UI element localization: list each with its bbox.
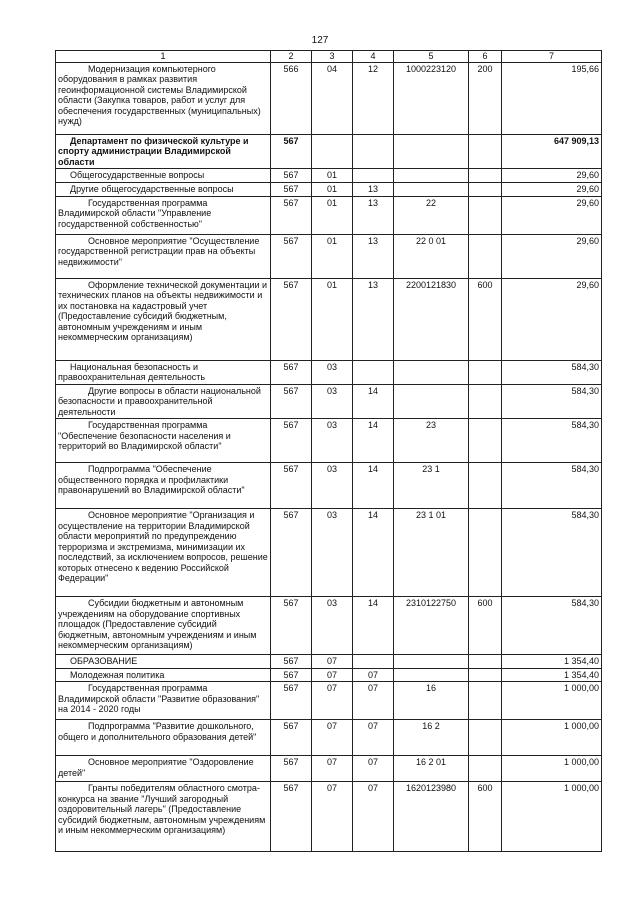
row-section: 03 — [312, 463, 353, 509]
row-target — [394, 182, 469, 196]
row-expense-type: 200 — [469, 62, 502, 134]
row-subsection: 13 — [353, 196, 394, 234]
table-row — [56, 509, 602, 597]
row-code: 567 — [271, 463, 312, 509]
row-target: 2310122750 — [394, 597, 469, 655]
row-section — [312, 134, 353, 169]
row-code: 567 — [271, 384, 312, 419]
row-description: Основное мероприятие "Осуществление государственной регистрации прав на объекты недвижимости" — [56, 234, 271, 278]
row-amount: 1 000,00 — [502, 782, 602, 852]
header-col-3: 3 — [312, 51, 353, 63]
row-section: 03 — [312, 597, 353, 655]
row-subsection — [353, 169, 394, 183]
row-code: 567 — [271, 182, 312, 196]
row-amount: 29,60 — [502, 196, 602, 234]
row-code: 567 — [271, 169, 312, 183]
row-section: 03 — [312, 384, 353, 419]
table-row — [56, 169, 602, 183]
row-section: 07 — [312, 782, 353, 852]
row-subsection — [353, 655, 394, 669]
table-row — [56, 234, 602, 278]
row-expense-type — [469, 463, 502, 509]
row-description: Государственная программа Владимирской области "Развитие образования" на 2014 - 2020 годы — [56, 682, 271, 720]
table-row — [56, 655, 602, 669]
row-target — [394, 655, 469, 669]
row-amount: 584,30 — [502, 509, 602, 597]
row-section: 04 — [312, 62, 353, 134]
row-description: Государственная программа "Обеспечение безопасности населения и территорий во Владимирской области" — [56, 419, 271, 463]
row-code: 567 — [271, 134, 312, 169]
row-target: 2200121830 — [394, 278, 469, 360]
row-amount: 584,30 — [502, 463, 602, 509]
row-code: 567 — [271, 419, 312, 463]
row-section: 07 — [312, 682, 353, 720]
row-expense-type — [469, 756, 502, 782]
row-subsection — [353, 360, 394, 384]
row-expense-type — [469, 169, 502, 183]
row-amount: 1 000,00 — [502, 720, 602, 756]
row-code: 567 — [271, 509, 312, 597]
row-subsection: 07 — [353, 720, 394, 756]
row-subsection: 13 — [353, 234, 394, 278]
table-row — [56, 463, 602, 509]
row-target: 23 1 01 — [394, 509, 469, 597]
row-amount: 195,66 — [502, 62, 602, 134]
row-target — [394, 668, 469, 682]
row-amount: 647 909,13 — [502, 134, 602, 169]
row-code: 567 — [271, 234, 312, 278]
row-description: Субсидии бюджетным и автономным учреждениям на оборудование спортивных площадок (Предоставление субсидий бюджетным, автономным учреждениям и иным некоммерческим организациям) — [56, 597, 271, 655]
header-col-1: 1 — [56, 51, 271, 63]
row-code: 567 — [271, 360, 312, 384]
budget-table — [55, 50, 602, 852]
row-subsection — [353, 134, 394, 169]
row-description: Оформление технической документации и технических планов на объекты недвижимости и их постановка на кадастровый учет (Предоставление субсидий бюджетным, автономным учреждениям и иным некоммерческим организациям) — [56, 278, 271, 360]
row-code: 567 — [271, 668, 312, 682]
row-section: 07 — [312, 720, 353, 756]
row-code: 567 — [271, 597, 312, 655]
row-code: 566 — [271, 62, 312, 134]
row-target: 23 — [394, 419, 469, 463]
row-expense-type — [469, 509, 502, 597]
row-expense-type — [469, 196, 502, 234]
row-description: Модернизация компьютерного оборудования в рамках развития геоинформационной системы Владимирской области (Закупка товаров, работ и услуг для обеспечения государственных (муниципальных) нужд) — [56, 62, 271, 134]
row-amount: 1 354,40 — [502, 668, 602, 682]
row-expense-type — [469, 655, 502, 669]
row-target — [394, 169, 469, 183]
row-expense-type — [469, 134, 502, 169]
row-subsection: 14 — [353, 463, 394, 509]
table-row — [56, 597, 602, 655]
row-code: 567 — [271, 278, 312, 360]
row-description: Государственная программа Владимирской области "Управление государственной собственностью" — [56, 196, 271, 234]
row-subsection: 14 — [353, 509, 394, 597]
row-amount: 29,60 — [502, 169, 602, 183]
row-subsection: 14 — [353, 384, 394, 419]
row-target: 1000223120 — [394, 62, 469, 134]
row-description: Департамент по физической культуре и спорту администрации Владимирской области — [56, 134, 271, 169]
row-subsection: 07 — [353, 668, 394, 682]
page-number: 127 — [311, 35, 329, 46]
table-row — [56, 720, 602, 756]
table-row — [56, 756, 602, 782]
row-code: 567 — [271, 756, 312, 782]
row-target: 16 2 01 — [394, 756, 469, 782]
table-row — [56, 278, 602, 360]
row-code: 567 — [271, 682, 312, 720]
row-section: 03 — [312, 360, 353, 384]
row-description: ОБРАЗОВАНИЕ — [56, 655, 271, 669]
row-expense-type — [469, 668, 502, 682]
row-amount: 1 354,40 — [502, 655, 602, 669]
row-expense-type — [469, 720, 502, 756]
row-amount: 29,60 — [502, 234, 602, 278]
table-row — [56, 782, 602, 852]
row-amount: 584,30 — [502, 360, 602, 384]
table-row — [56, 360, 602, 384]
row-amount: 584,30 — [502, 384, 602, 419]
row-amount: 29,60 — [502, 182, 602, 196]
row-subsection: 13 — [353, 278, 394, 360]
table-row — [56, 384, 602, 419]
row-amount: 584,30 — [502, 419, 602, 463]
row-subsection: 14 — [353, 597, 394, 655]
row-expense-type — [469, 234, 502, 278]
row-subsection: 12 — [353, 62, 394, 134]
row-section: 01 — [312, 169, 353, 183]
row-section: 01 — [312, 182, 353, 196]
row-description: Подпрограмма "Обеспечение общественного порядка и профилактики правонарушений во Владимирской области" — [56, 463, 271, 509]
row-expense-type: 600 — [469, 782, 502, 852]
row-subsection: 07 — [353, 782, 394, 852]
row-amount: 1 000,00 — [502, 756, 602, 782]
row-section: 01 — [312, 234, 353, 278]
row-subsection: 13 — [353, 182, 394, 196]
table-row — [56, 134, 602, 169]
row-expense-type — [469, 682, 502, 720]
row-amount: 1 000,00 — [502, 682, 602, 720]
header-col-4: 4 — [353, 51, 394, 63]
row-target: 22 0 01 — [394, 234, 469, 278]
row-expense-type — [469, 419, 502, 463]
row-description: Общегосударственные вопросы — [56, 169, 271, 183]
row-description: Основное мероприятие "Оздоровление детей" — [56, 756, 271, 782]
row-code: 567 — [271, 782, 312, 852]
header-col-6: 6 — [469, 51, 502, 63]
row-expense-type — [469, 182, 502, 196]
row-code: 567 — [271, 196, 312, 234]
row-target — [394, 360, 469, 384]
row-section: 07 — [312, 756, 353, 782]
row-target — [394, 134, 469, 169]
row-section: 07 — [312, 668, 353, 682]
row-section: 01 — [312, 278, 353, 360]
row-description: Молодежная политика — [56, 668, 271, 682]
row-target — [394, 384, 469, 419]
row-expense-type — [469, 360, 502, 384]
row-description: Другие вопросы в области национальной безопасности и правоохранительной деятельности — [56, 384, 271, 419]
row-code: 567 — [271, 720, 312, 756]
row-target: 23 1 — [394, 463, 469, 509]
row-target: 16 2 — [394, 720, 469, 756]
row-description: Другие общегосударственные вопросы — [56, 182, 271, 196]
row-target: 16 — [394, 682, 469, 720]
row-section: 03 — [312, 509, 353, 597]
row-subsection: 07 — [353, 756, 394, 782]
row-subsection: 14 — [353, 419, 394, 463]
row-target: 22 — [394, 196, 469, 234]
row-description: Гранты победителям областного смотра-конкурса на звание "Лучший загородный оздоровительный лагерь" (Предоставление субсидий бюджетным, автономным учреждениям и иным некоммерческим организациям) — [56, 782, 271, 852]
row-subsection: 07 — [353, 682, 394, 720]
row-description: Национальная безопасность и правоохранительная деятельность — [56, 360, 271, 384]
row-section: 03 — [312, 419, 353, 463]
table-row — [56, 62, 602, 134]
header-col-5: 5 — [394, 51, 469, 63]
row-target: 1620123980 — [394, 782, 469, 852]
row-expense-type: 600 — [469, 278, 502, 360]
table-row — [56, 668, 602, 682]
row-description: Подпрограмма "Развитие дошкольного, общего и дополнительного образования детей" — [56, 720, 271, 756]
header-col-2: 2 — [271, 51, 312, 63]
row-section: 01 — [312, 196, 353, 234]
row-amount: 584,30 — [502, 597, 602, 655]
header-row — [56, 51, 602, 63]
row-amount: 29,60 — [502, 278, 602, 360]
row-code: 567 — [271, 655, 312, 669]
table-row — [56, 196, 602, 234]
row-expense-type — [469, 384, 502, 419]
row-expense-type: 600 — [469, 597, 502, 655]
table-row — [56, 419, 602, 463]
table-row — [56, 682, 602, 720]
row-description: Основное мероприятие "Организация и осуществление на территории Владимирской области мероприятий по предупреждению терроризма и экстремизма, минимизации их последствий, за исключением вопросов, решение которых отнесено к ведению Российской Федерации" — [56, 509, 271, 597]
table-row — [56, 182, 602, 196]
header-col-7: 7 — [502, 51, 602, 63]
row-section: 07 — [312, 655, 353, 669]
